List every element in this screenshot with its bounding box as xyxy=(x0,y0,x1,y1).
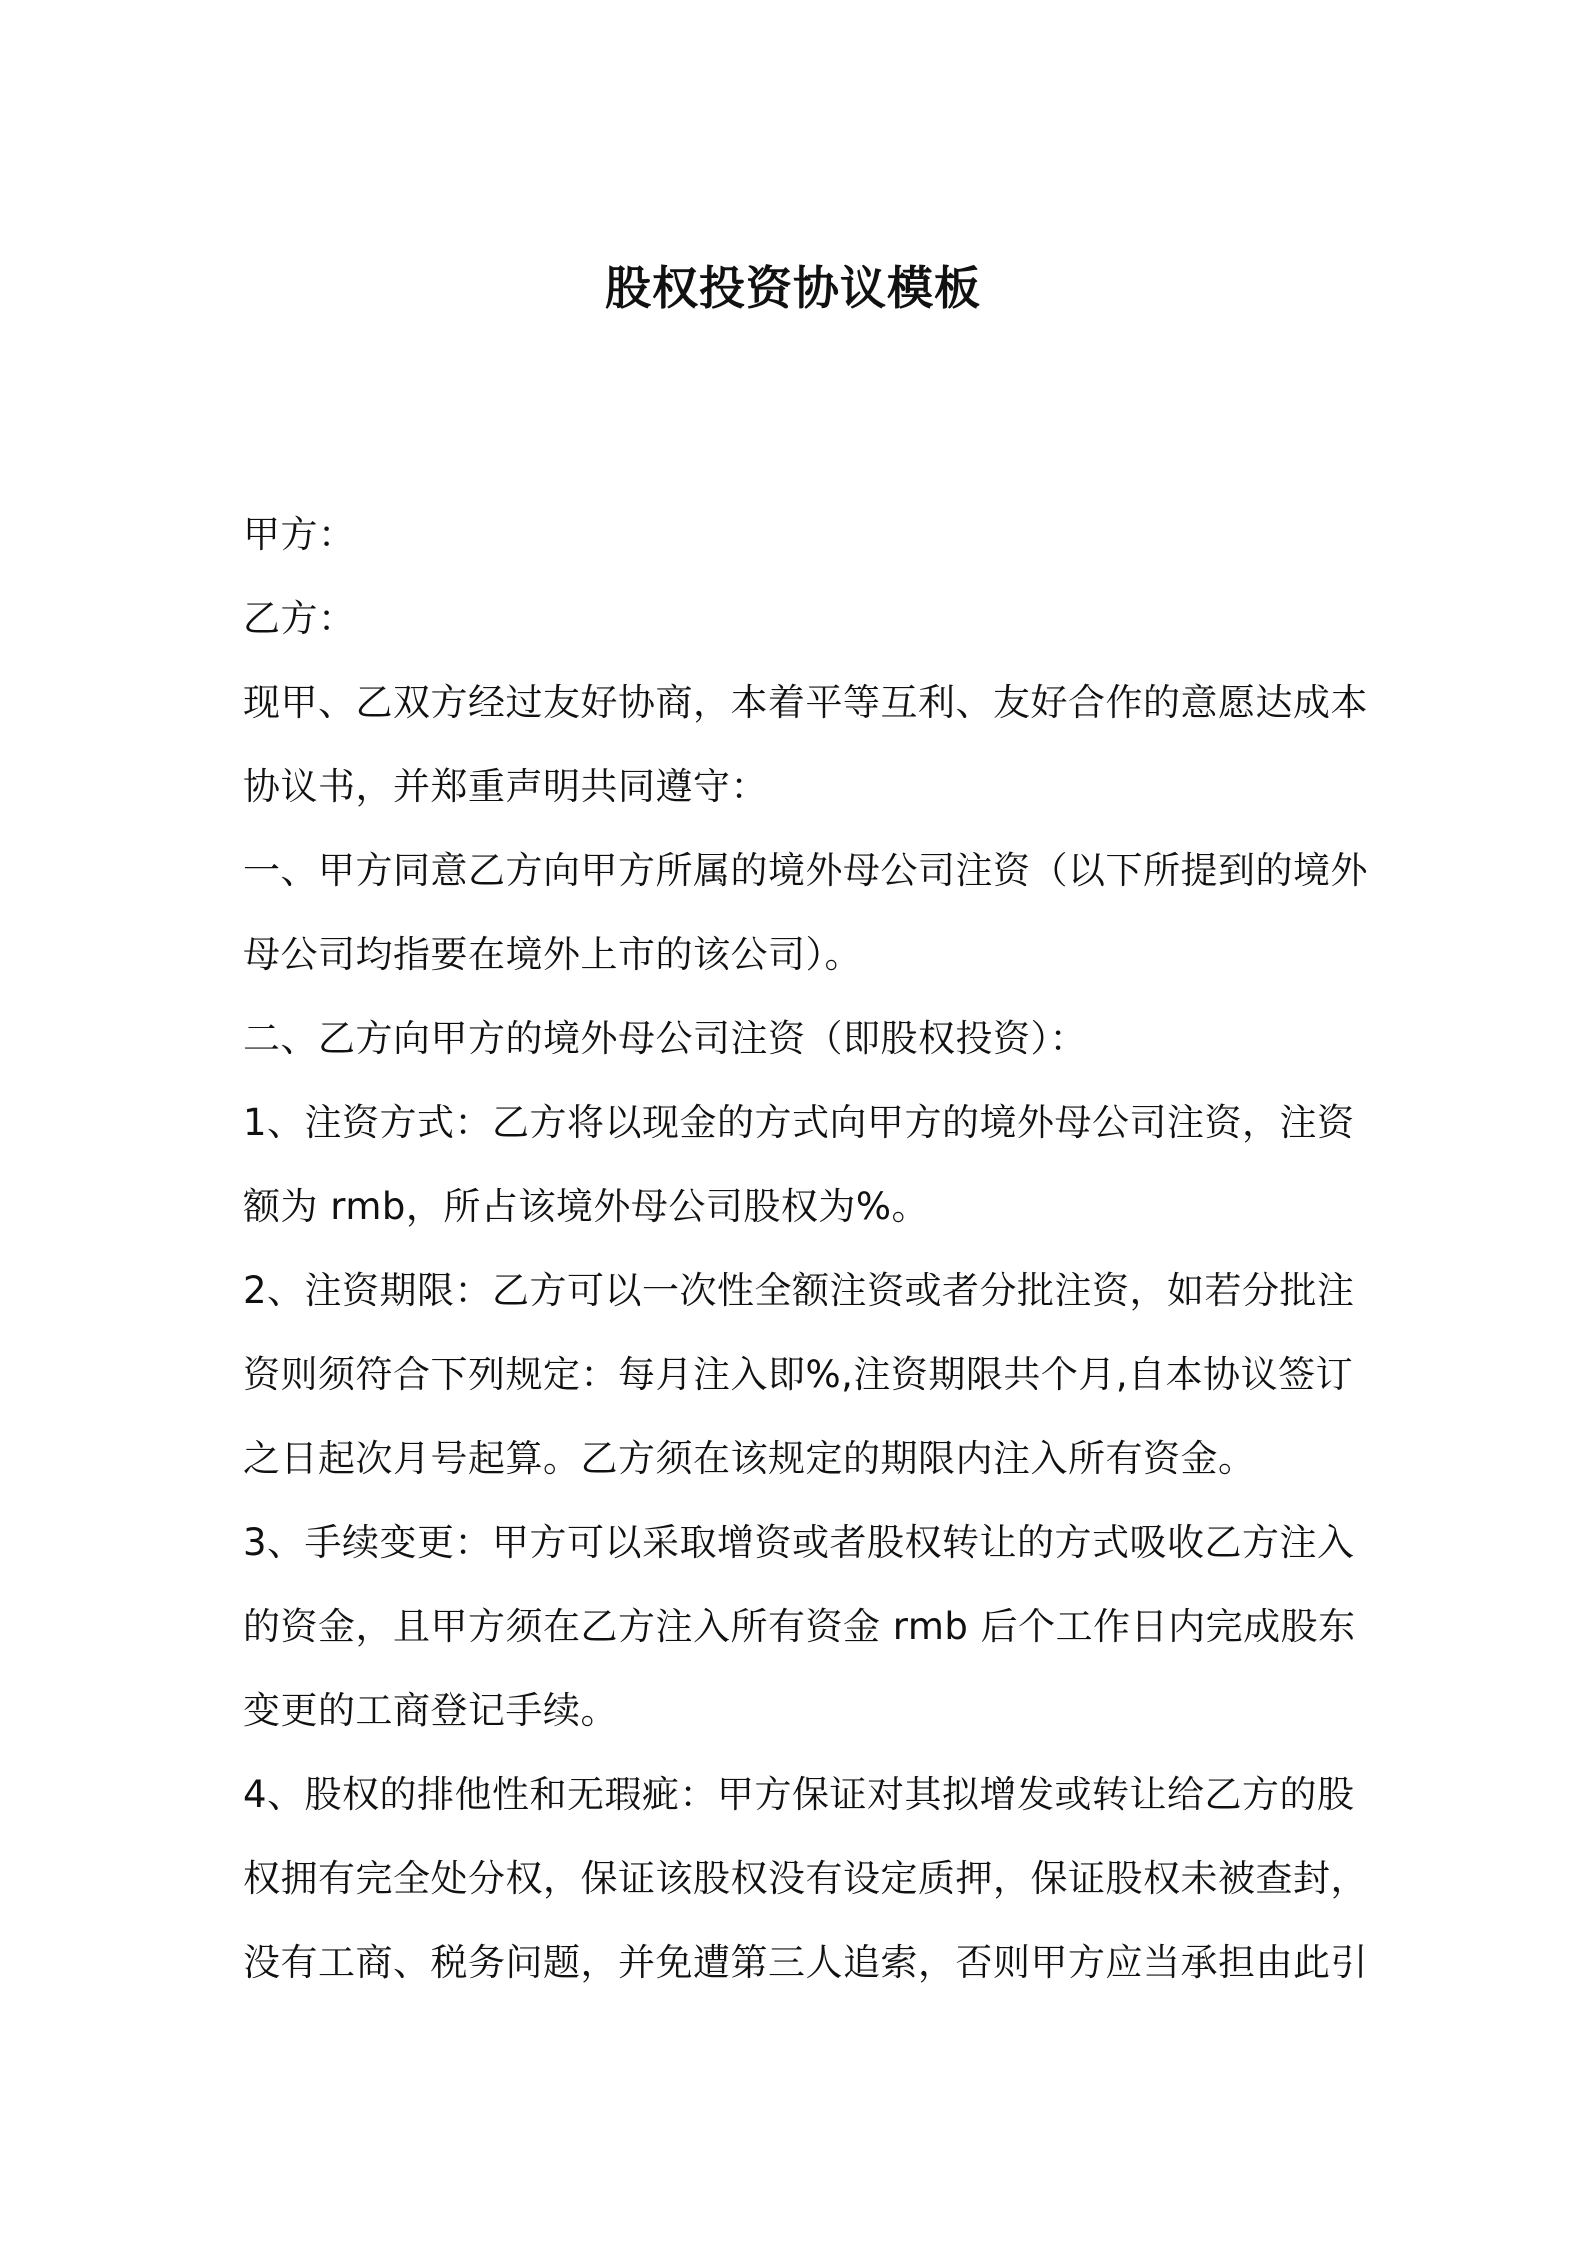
body-line: 母公司均指要在境外上市的该公司）。 xyxy=(243,933,862,976)
body-line: 的资金，且甲方须在乙方注入所有资金 rmb 后个工作日内完成股东 xyxy=(243,1605,1356,1648)
body-line: 没有工商、税务问题，并免遭第三人追索，否则甲方应当承担由此引 xyxy=(243,1941,1368,1984)
body-line: 额为 rmb，所占该境外母公司股权为%。 xyxy=(243,1185,930,1228)
body-line: 2、注资期限：乙方可以一次性全额注资或者分批注资，如若分批注 xyxy=(243,1269,1355,1312)
body-line: 1、注资方式：乙方将以现金的方式向甲方的境外母公司注资，注资 xyxy=(243,1101,1355,1144)
body-line: 4、股权的排他性和无瑕疵：甲方保证对其拟增发或转让给乙方的股 xyxy=(243,1773,1355,1816)
body-line: 一、甲方同意乙方向甲方所属的境外母公司注资（以下所提到的境外 xyxy=(243,849,1368,892)
document-body xyxy=(243,493,1368,2005)
section-heading: 二、乙方向甲方的境外母公司注资（即股权投资）： xyxy=(243,1017,1087,1060)
body-line: 资则须符合下列规定：每月注入即%,注资期限共个月,自本协议签订 xyxy=(243,1353,1354,1396)
body-line: 现甲、乙双方经过友好协商，本着平等互利、友好合作的意愿达成本 xyxy=(243,681,1368,724)
body-line: 3、手续变更：甲方可以采取增资或者股权转让的方式吸收乙方注入 xyxy=(243,1521,1355,1564)
body-line: 权拥有完全处分权，保证该股权没有设定质押，保证股权未被查封， xyxy=(243,1857,1368,1900)
body-line: 之日起次月号起算。乙方须在该规定的期限内注入所有资金。 xyxy=(243,1437,1256,1480)
party-a-line: 甲方： xyxy=(243,513,356,556)
party-b-line: 乙方： xyxy=(243,597,356,640)
body-line: 协议书，并郑重声明共同遵守： xyxy=(243,765,768,808)
body-line: 变更的工商登记手续。 xyxy=(243,1689,618,1732)
document-title: 股权投资协议模板 xyxy=(605,261,981,315)
